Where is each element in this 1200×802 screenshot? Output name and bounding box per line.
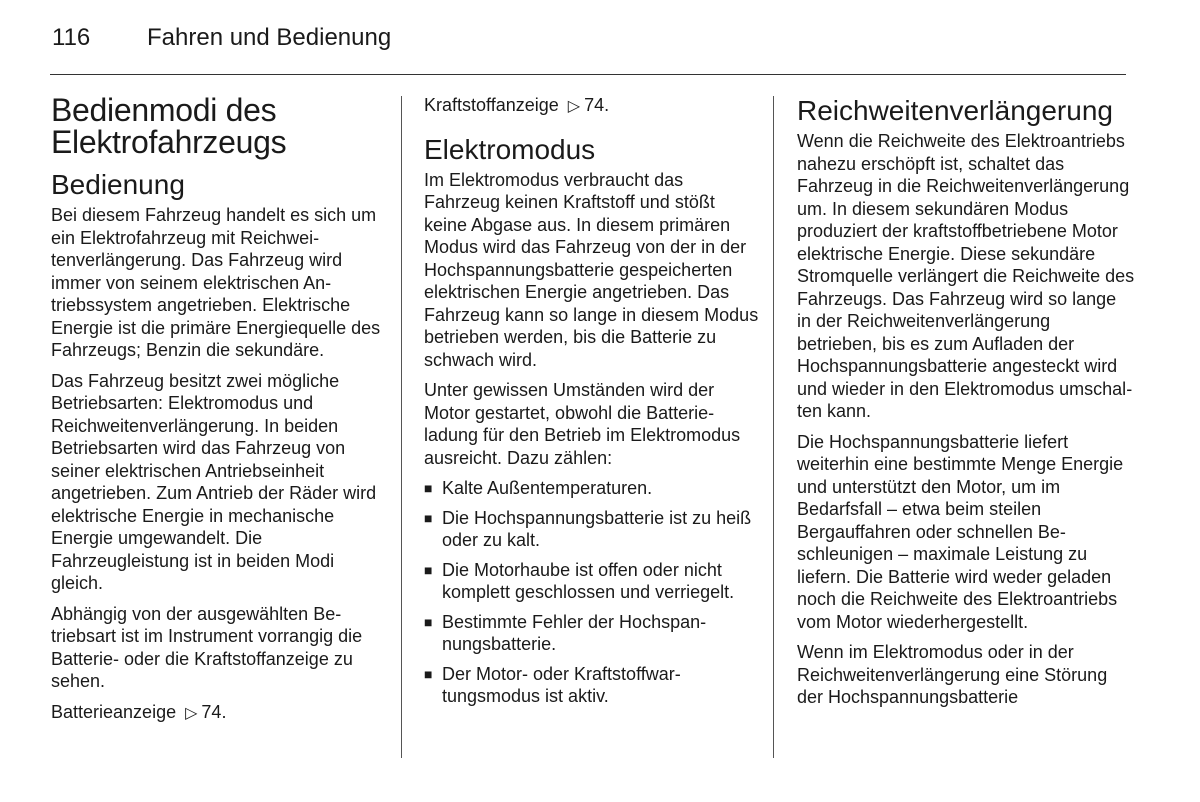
list-item-text: Kalte Außentemperaturen.: [442, 478, 653, 498]
paragraph: Im Elektromodus verbraucht das Fahrzeug keinen Kraftstoff und stößt keine Abgase aus. In diesem primären Modus wird das Fahrzeug von der in der Hochspannungsbatterie gespeicherten elektrischen Energie angetrieben. Das Fahrzeug kann so lange in diesem Modus betrieben werden, bis die Batterie zu schwach wird.: [424, 169, 759, 370]
paragraph: Wenn die Reichweite des Elektroantriebs nahezu erschöpft ist, schaltet das Fahrzeug in die Reichweitenverlängerung um. In diesem sekundären Modus produziert der kraftstoffbetriebene Motor elektrische Energie. Diese sekundäre Stromquelle verlängert die Reichweite des Fahrzeugs. Das Fahrzeug wird so lange in der Reichweitenverlängerung betrieben, bis es zum Aufladen der Hochspannungsbatterie angesteckt wird und wieder in den Elektromodus umschalten kann.: [797, 131, 1135, 421]
bullet-icon: ■: [424, 665, 433, 682]
subsection-heading: Bedienung: [51, 169, 185, 200]
paragraph: Das Fahrzeug besitzt zwei mögliche Betriebsarten: Elektromodus und Reichweitenverlängerung. In beiden Betriebsarten wird das Fahrzeug von seiner elektrischen Antriebseinheit angetrieben. Zum Antrieb der Räder wird elektrische Energie in mechanische Energie umgewandelt. Die Fahrzeugleistung ist in beiden Modi gleich.: [51, 370, 377, 593]
page-header: [52, 24, 391, 58]
header-divider: [50, 74, 1126, 75]
paragraph: Die Hochspannungsbatterie liefert weiterhin eine bestimmte Menge Energie und unterstützt den Motor, um im Bedarfsfall – etwa beim steilen Bergauffahren oder schnellen Beschleunigen – maximale Leistung zu liefern. Die Batterie wird weder geladen noch die Reichweite des Elektroantriebs vom Motor wiederhergestellt.: [797, 431, 1124, 632]
list-item-text: Bestimmte Fehler der Hochspannungsbatterie.: [442, 611, 707, 654]
column-1: [51, 94, 386, 733]
page-reference-arrow-icon: ▷: [185, 704, 198, 722]
paragraph: Abhängig von der ausgewählten Betriebsart ist im Instrument vorrangig die Batterie- oder die Kraftstoffanzeige zu sehen.: [51, 603, 363, 691]
reference-page: 74.: [201, 701, 227, 722]
bullet-icon: ■: [424, 561, 433, 578]
list-item: [424, 611, 762, 656]
list-item-text: Die Hochspannungsbatterie ist zu heiß oder zu kalt.: [442, 507, 752, 550]
cross-reference-fuel-gauge[interactable]: [424, 94, 762, 119]
section-title: Fahren und Bedienung: [147, 24, 392, 51]
chapter-title: Bedienmodi des Elektrofahrzeugs: [51, 92, 287, 160]
paragraph: Unter gewissen Umständen wird der Motor gestartet, obwohl die Batterieladung für den Betrieb im Elektromodus ausreicht. Dazu zählen:: [424, 380, 741, 468]
condition-list: [424, 477, 762, 708]
list-item: [424, 507, 762, 552]
cross-reference-battery-gauge[interactable]: [51, 701, 386, 726]
page-reference-arrow-icon: ▷: [567, 98, 581, 115]
list-item: [424, 477, 762, 500]
bullet-icon: ■: [424, 480, 433, 496]
page-number: 116: [52, 24, 91, 51]
paragraph: Bei diesem Fahrzeug handelt es sich um ein Elektrofahrzeug mit Reichweitenverlängerung. Das Fahrzeug wird immer von seinem elektrischen Antriebssystem angetrieben. Elektrische Energie ist die primäre Energiequelle des Fahrzeugs; Benzin die sekundäre.: [51, 205, 381, 360]
list-item-text: Der Motor- oder Kraftstoffwartungsmodus ist aktiv.: [442, 663, 681, 706]
bullet-icon: ■: [424, 613, 433, 630]
section-heading-range-extension: Reichweitenverlängerung: [797, 95, 1113, 126]
list-item: [424, 559, 762, 604]
column-3: [797, 94, 1135, 717]
reference-label: Kraftstoffanzeige: [424, 95, 559, 115]
bullet-icon: ■: [424, 509, 433, 526]
column-divider-1: [401, 96, 402, 758]
section-heading-electric-mode: Elektromodus: [424, 133, 596, 165]
paragraph: Wenn im Elektromodus oder in der Reichweitenverlängerung eine Störung der Hochspannungsbatterie: [797, 642, 1108, 707]
reference-label: Batterieanzeige: [51, 701, 177, 722]
list-item-text: Die Motorhaube ist offen oder nicht komplett geschlossen und verriegelt.: [442, 559, 735, 602]
reference-page: 74.: [584, 95, 610, 115]
column-2: [424, 94, 762, 715]
list-item: [424, 663, 762, 708]
column-divider-2: [773, 96, 774, 758]
